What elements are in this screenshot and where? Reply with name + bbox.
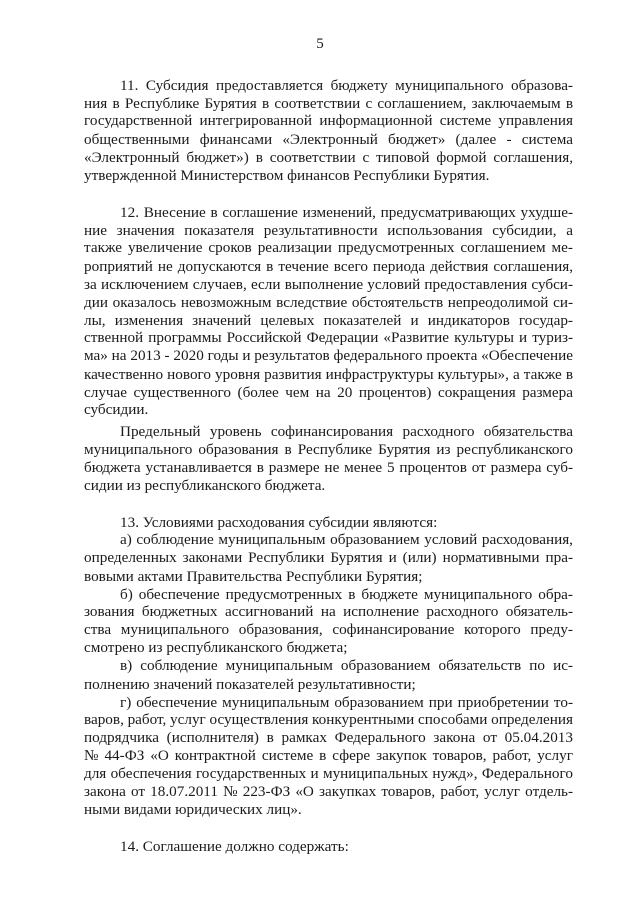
text-line: 14. Соглашение должно содержать:	[120, 838, 349, 855]
text-line: в) соблюдение муниципальным образованием обязательств по ис-	[120, 657, 573, 674]
text-line: ма» на 2013 - 2020 годы и результатов федерального проекта «Обеспечение	[84, 347, 573, 364]
text-line: зования бюджетных ассигнований на исполнение расходного обязатель-	[84, 603, 574, 620]
text-line: варов, работ, услуг осуществления конкурентными способами определения	[84, 711, 574, 728]
text-line: для обеспечения государственных и муниципальных нужд», Федерального	[84, 765, 573, 782]
text-line: полнению значений показателей результативности;	[84, 676, 416, 693]
text-line: определенных законами Республики Бурятия и (или) нормативными пра-	[84, 549, 574, 566]
text-line: закона от 18.07.2011 № 223-ФЗ «О закупках товаров, работ, услуг отдель-	[84, 783, 574, 800]
text-line: роприятий не допускаются в течение всего периода действия соглашения,	[84, 258, 574, 275]
text-line: муниципального образования в Республике Бурятия из республиканского	[84, 441, 573, 458]
text-line: 11. Субсидия предоставляется бюджету муниципального образова-	[120, 77, 573, 94]
text-line: смотрено из республиканского бюджета;	[84, 639, 348, 656]
text-line: вовыми актами Правительства Республики Бурятия;	[84, 568, 423, 585]
text-line: «Электронный бюджет») в соответствии с типовой формой соглашения,	[84, 149, 574, 166]
text-line: бюджета устанавливается в размере не менее 5 процентов от размера суб-	[84, 459, 574, 476]
text-line: г) обеспечение муниципальным образованием при приобретении то-	[120, 694, 574, 711]
text-line: дии оказалось невозможным вследствие обстоятельств непреодолимой си-	[84, 294, 574, 311]
text-line: за исключением случаев, если выполнение условий предоставления субси-	[84, 276, 573, 293]
text-line: сидии из республиканского бюджета.	[84, 477, 326, 494]
text-line: ства муниципального образования, софинансирование которого преду-	[84, 621, 573, 638]
text-line: ственной программы Российской Федерации «Развитие культуры и туриз-	[84, 329, 574, 346]
text-line: № 44-ФЗ «О контрактной системе в сфере закупок товаров, работ, услуг	[84, 747, 573, 764]
text-line: б) обеспечение предусмотренных в бюджете муниципального обра-	[120, 586, 573, 603]
text-line: а) соблюдение муниципальным образованием условий расходования,	[120, 531, 573, 548]
text-line: лы, изменения значений целевых показателей и индикаторов государ-	[84, 312, 573, 329]
text-line: государственной интегрированной информационной системе управления	[84, 112, 573, 129]
text-line: качественно нового уровня развития инфраструктуры культуры», а также в	[84, 366, 574, 383]
text-line: также увеличение сроков реализации предусмотренных соглашением ме-	[84, 239, 573, 256]
text-line: субсидии.	[84, 401, 149, 418]
text-line: утвержденной Министерством финансов Республики Бурятия.	[84, 167, 490, 184]
text-line: ния в Республике Бурятия в соответствии с соглашением, заключаемым в	[84, 95, 574, 112]
text-line: случае существенного (более чем на 20 процентов) сокращения размера	[84, 384, 573, 401]
page-number: 5	[316, 36, 324, 52]
text-line: общественными финансами «Электронный бюджет» (далее - система	[84, 131, 573, 148]
text-line: подрядчика (исполнителя) в рамках Федерального закона от 05.04.2013	[84, 729, 573, 746]
text-line: Предельный уровень софинансирования расходного обязательства	[120, 423, 573, 440]
text-line: 13. Условиями расходования субсидии являются:	[120, 514, 438, 531]
text-line: ными видами юридических лиц».	[84, 801, 302, 818]
text-line: ние значения показателя результативности использования субсидии, а	[84, 222, 574, 239]
text-line: 12. Внесение в соглашение изменений, предусматривающих ухудше-	[120, 204, 574, 221]
